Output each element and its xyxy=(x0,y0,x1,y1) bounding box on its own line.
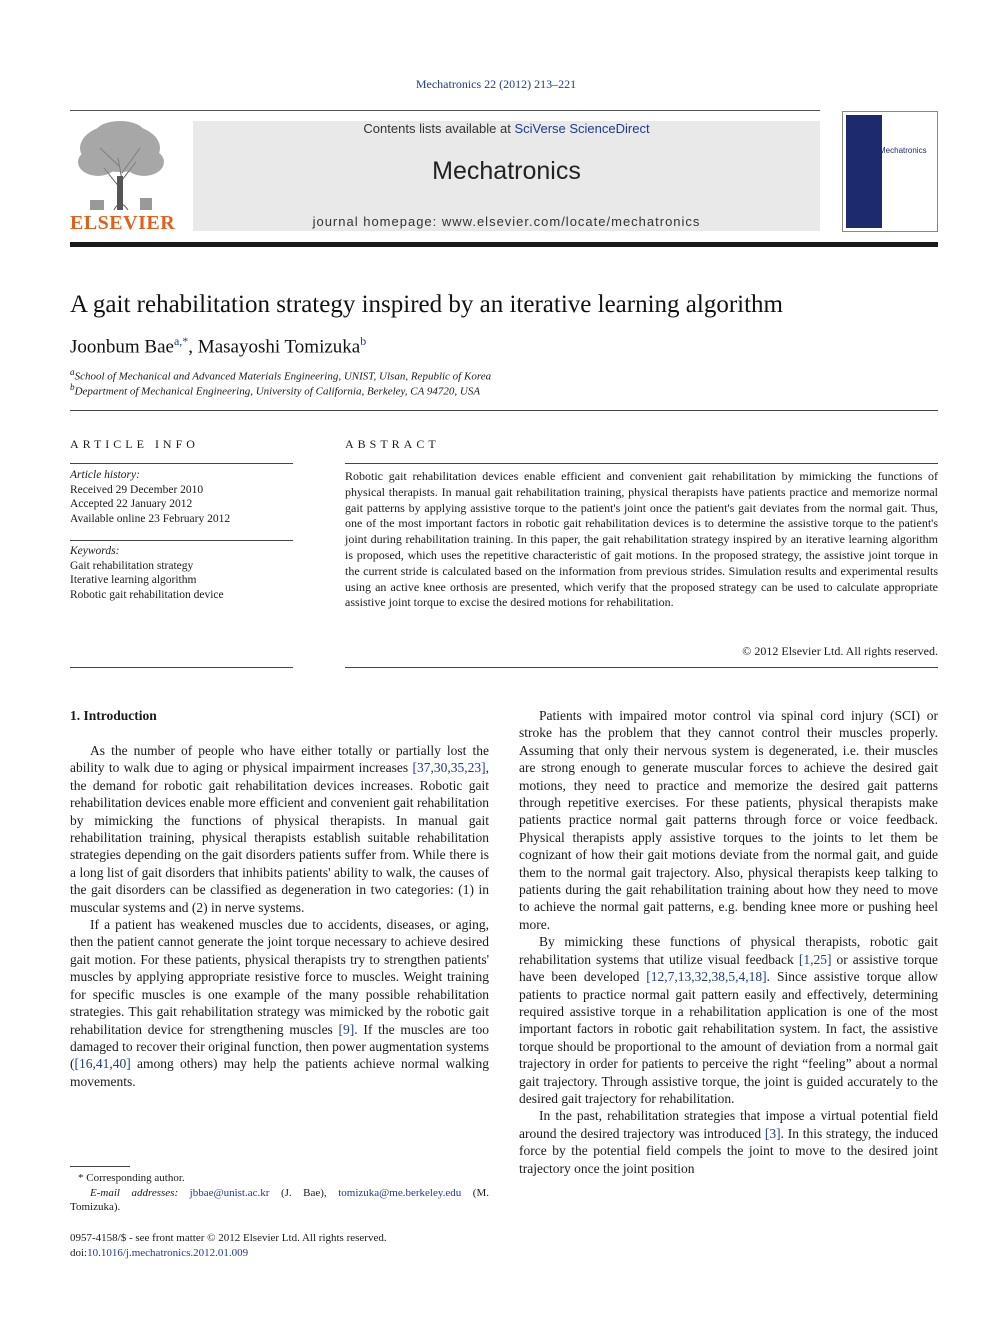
author-list: Joonbum Bae$^{a,*}$, Masayoshi Tomizuka$^b$ xyxy=(70,334,367,358)
copyright-notice: © 2012 Elsevier Ltd. All rights reserved. xyxy=(742,644,938,658)
sciencedirect-link[interactable]: SciVerse ScienceDirect xyxy=(514,121,650,136)
affiliation-mark: a xyxy=(70,367,75,377)
footnotes xyxy=(70,1171,489,1215)
author-name: Masayoshi Tomizuka xyxy=(197,336,361,358)
paragraph: In the past, rehabilitation strategies that impose a virtual potential field around the desired trajectory was introduced [3]. In this strategy, the induced force by the potential field compels the joint to move to the desired joint trajectory once the joint position xyxy=(519,1108,938,1176)
corresponding-author-note: * Corresponding author. xyxy=(78,1172,185,1184)
journal-name: Mechatronics xyxy=(432,157,581,185)
affiliation xyxy=(70,382,480,398)
header-top-rule xyxy=(70,110,820,111)
affiliation-text: School of Mechanical and Advanced Materials Engineering, UNIST, Ulsan, Republic of Korea xyxy=(74,370,492,383)
elsevier-wordmark: ELSEVIER xyxy=(70,212,176,234)
cover-title: Mechatronics xyxy=(879,146,927,155)
article-info-heading: ARTICLE INFO xyxy=(70,437,199,451)
affiliation-mark: b xyxy=(70,382,75,392)
keyword: Gait rehabilitation strategy xyxy=(70,559,194,572)
info-rule xyxy=(70,463,293,464)
keywords xyxy=(70,544,293,602)
abstract-rule xyxy=(345,463,938,464)
keyword: Robotic gait rehabilitation device xyxy=(70,588,224,601)
reference-link[interactable]: [12,7,13,32,38,5,4,18] xyxy=(646,969,767,985)
body-column-right xyxy=(519,707,938,1177)
header-thick-rule xyxy=(70,242,938,247)
abstract-heading: ABSTRACT xyxy=(345,437,440,451)
paragraph: As the number of people who have either totally or partially lost the ability to walk due to aging or physical impairment increases [37,30,35,23], the demand for robotic gait rehabilitation devices increases. Robotic gait rehabilitation devices enable more efficient and convenient gait rehabilitation by mimicking the functions of physical therapists. In manual gait rehabilitation training, physical therapists establish suitable rehabilitation strategies depending on the gait disorders patients suffer from. While there is a long list of gait disorders that inhibits patients' ability to walk, the causes of the gait disorders can be classified as degeneration in two categories: (1) in muscular systems and (2) in nerve systems. xyxy=(70,743,489,915)
history-label: Article history: xyxy=(70,469,140,481)
affiliation-text: Department of Mechanical Engineering, University of California, Berkeley, CA 94720, USA xyxy=(74,385,481,398)
reference-link[interactable]: [37,30,35,23] xyxy=(412,760,486,776)
paragraph: Patients with impaired motor control via spinal cord injury (SCI) or stroke has the problem that they cannot control their muscles properly. Assuming that only their nervous system is degenerated, i.e. their muscles are strong enough to generate muscular forces to achieve the desired gait motions, they need to practice and memorize the desired gait patterns through repetitive exercises. For these patients, physical therapists make patients practice normal gait patterns through force or voice feedback. Physical therapists apply assistive torques to the joints to let them be cognizant of how their gait motions deviate from the normal gait, and guide them to the normal gait trajectory. Also, physical therapists keep talking to patients during the gait rehabilitation training about how they need to move to achieve the normal gait patterns, e.g. bending knee more or pushing heel more. xyxy=(519,708,938,932)
history-item: Accepted 22 January 2012 xyxy=(70,498,193,510)
abstract-text: Robotic gait rehabilitation devices enable efficient and convenient gait rehabilitation by mimicking the functions of physical therapists. In manual gait rehabilitation training, physical therapists have patients practice and memorize normal gait patterns by applying assistive torque to the patient's joint once the patient's gait deviates from the normal gait. Thus, one of the most important factors in robotic gait rehabilitation devices is to determine the assistive torque to the patient's joint during rehabilitation training. In this paper, the gait rehabilitation strategy inspired by an iterative learning algorithm is proposed, which uses the repetitive characteristic of gait motions. In the proposed strategy, the assistive joint torque in the current stride is calculated based on the information from previous strides. Simulation results and experimental results using an active knee orthosis are presented, which verify that the proposed strategy can be used to calculate appropriate assistive joint torque to excise the desired motions for rehabilitation. xyxy=(345,469,938,610)
reference-link[interactable]: [16,41,40] xyxy=(74,1056,131,1072)
info-rule xyxy=(70,540,293,541)
email-note: E-mail addresses: jbbae@unist.ac.kr (J. Bae), tomizuka@me.berkeley.edu (M. Tomizuka). xyxy=(70,1186,489,1213)
email-link[interactable]: tomizuka@me.berkeley.edu xyxy=(338,1186,462,1199)
homepage-url-link[interactable]: www.elsevier.com/locate/mechatronics xyxy=(441,214,701,229)
author-affiliation-marks[interactable]: b xyxy=(360,334,367,348)
journal-masthead xyxy=(193,121,820,231)
doi-line: doi:10.1016/j.mechatronics.2012.01.009 xyxy=(70,1246,249,1259)
homepage-prefix: journal homepage: xyxy=(312,214,442,229)
author-name: Joonbum Bae xyxy=(70,336,174,358)
article-title: A gait rehabilitation strategy inspired by an iterative learning algorithm xyxy=(70,291,783,318)
reference-link[interactable]: [1,25] xyxy=(798,951,832,967)
abstract-rule xyxy=(345,667,938,668)
cover-color-band xyxy=(846,115,882,228)
body-column-left xyxy=(70,742,489,1090)
keyword: Iterative learning algorithm xyxy=(70,574,197,586)
journal-citation[interactable]: Mechatronics 22 (2012) 213–221 xyxy=(415,77,577,91)
contents-lists-line xyxy=(193,121,820,136)
author-affiliation-marks[interactable]: a,* xyxy=(173,334,189,348)
issn-line: 0957-4158/$ - see front matter © 2012 Elsevier Ltd. All rights reserved. xyxy=(70,1232,387,1244)
affiliation-rule xyxy=(70,410,938,411)
front-matter xyxy=(70,1231,489,1260)
doi-link[interactable]: 10.1016/j.mechatronics.2012.01.009 xyxy=(87,1246,249,1259)
history-item: Received 29 December 2010 xyxy=(70,483,204,496)
article-history xyxy=(70,468,293,526)
journal-homepage-line xyxy=(193,214,820,229)
contents-prefix: Contents lists available at xyxy=(363,121,515,136)
journal-cover-thumbnail xyxy=(842,111,938,232)
paragraph: If a patient has weakened muscles due to accidents, diseases, or aging, then the patient cannot generate the joint torque necessary to achieve desired gait motion. For these patients, physical therapists try to strengthen patients' muscles by applying appropriate resistive force to muscles. Weight training for specific muscles is one example of the many possible rehabilitation strategies. This gait rehabilitation strategy was mimicked by the robotic gait rehabilitation device for strengthening muscles [9]. If the muscles are too damaged to recover their original function, then power augmentation systems ([16,41,40] among others) may help the patients achieve normal walking movements. xyxy=(70,917,489,1089)
reference-link[interactable]: [3] xyxy=(764,1125,781,1141)
paragraph: By mimicking these functions of physical therapists, robotic gait rehabilitation systems that utilize visual feedback [1,25] or assistive torque have been developed [12,7,13,32,38,5,4,18]. Since assistive torque allow patients to practice normal gait pattern easily and effectively, determining required assistive torque in a rehabilitation application is one of the most important factors in robotic gait rehabilitation system. In fact, the assistive torque should be proportional to the amount of deviation from a normal gait trajectory in order for patients to perceive the right “feeling” about a normal gait trajectory. Through assistive torque, the joint is guided accurately to the desired gait trajectory for rehabilitation. xyxy=(519,934,939,1106)
history-item: Available online 23 February 2012 xyxy=(70,512,231,525)
info-rule xyxy=(70,667,293,668)
section-title: 1. Introduction xyxy=(70,708,157,723)
keywords-label: Keywords: xyxy=(70,545,120,557)
affiliation xyxy=(70,367,491,383)
reference-link[interactable]: [9] xyxy=(338,1021,355,1037)
email-link[interactable]: jbbae@unist.ac.kr xyxy=(189,1186,270,1199)
footnote-rule xyxy=(70,1166,130,1167)
